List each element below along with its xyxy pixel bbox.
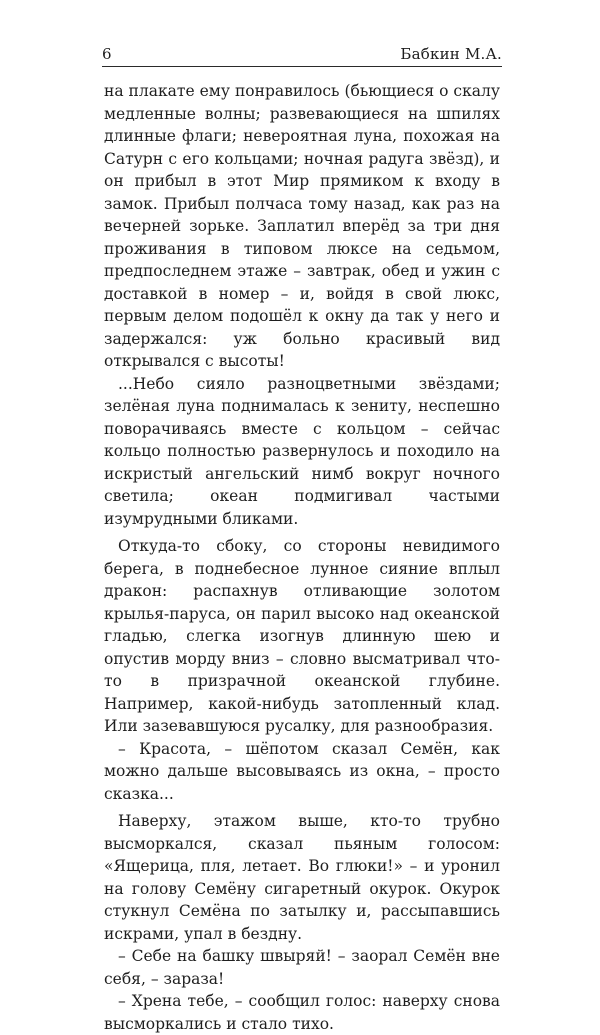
paragraph: – Себе на башку швыряй! – заорал Семён вне себя, – зараза! [104, 947, 500, 988]
paragraph: Наверху, этажом выше, кто-то трубно высморкался, сказал пьяным голосом: «Ящерица, пля, летает. Во глюки!» – и уронил на голову Семёну сигаретный окурок. Окурок стукнул Семёна по затылку и, рассыпавшись искрами, упал в бездну. [104, 812, 500, 943]
paragraph: ...Небо сияло разноцветными звёздами; зелёная луна поднималась к зениту, неспешно поворачиваясь вместе с кольцом – сейчас кольцо полностью развернулось и походило на искристый ангельский нимб вокруг ночного светила; океан подмигивал частыми изумрудными бликами. [104, 374, 500, 528]
paragraph: на плакате ему понравилось (бьющиеся о скалу медленные волны; развевающиеся на шпилях длинные флаги; невероятная луна, похожая на Сатурн с его кольцами; ночная радуга звёзд), и он прибыл в этот Мир прямиком к входу в замок. Прибыл полчаса тому назад, как раз на вечерней зорьке. Заплатил вперёд за три дня проживания в типовом люксе на седьмом, предпоследнем этаже – завтрак, обед и ужин с доставкой в номер – и, войдя в свой люкс, первым делом подошёл к окну да так у него и задержался: уж больно красивый вид открывался с высоты! [104, 82, 500, 370]
running-head [102, 44, 502, 68]
paragraph: – Красота, – шёпотом сказал Семён, как можно дальше высовываясь из окна, – просто сказка... [104, 739, 500, 803]
paragraph: – Хрена тебе, – сообщил голос: наверху снова высморкались и стало тихо. [104, 992, 500, 1033]
page-number: 6 [102, 45, 112, 63]
paragraph: Откуда-то сбоку, со стороны невидимого берега, в поднебесное лунное сияние вплыл дракон: распахнув отливающие золотом крылья-паруса, он парил высоко над океанской гладью, слегка изогнув длинную шею и опустив морду вниз – словно высматривал что-то в призрачной океанской глубине. Например, какой-нибудь затопленный клад. Или зазевавшуюся русалку, для разнообразия. [104, 537, 500, 735]
body-text [104, 80, 500, 1035]
header-rule [102, 66, 502, 67]
author-name: Бабкин М.А. [400, 45, 502, 63]
